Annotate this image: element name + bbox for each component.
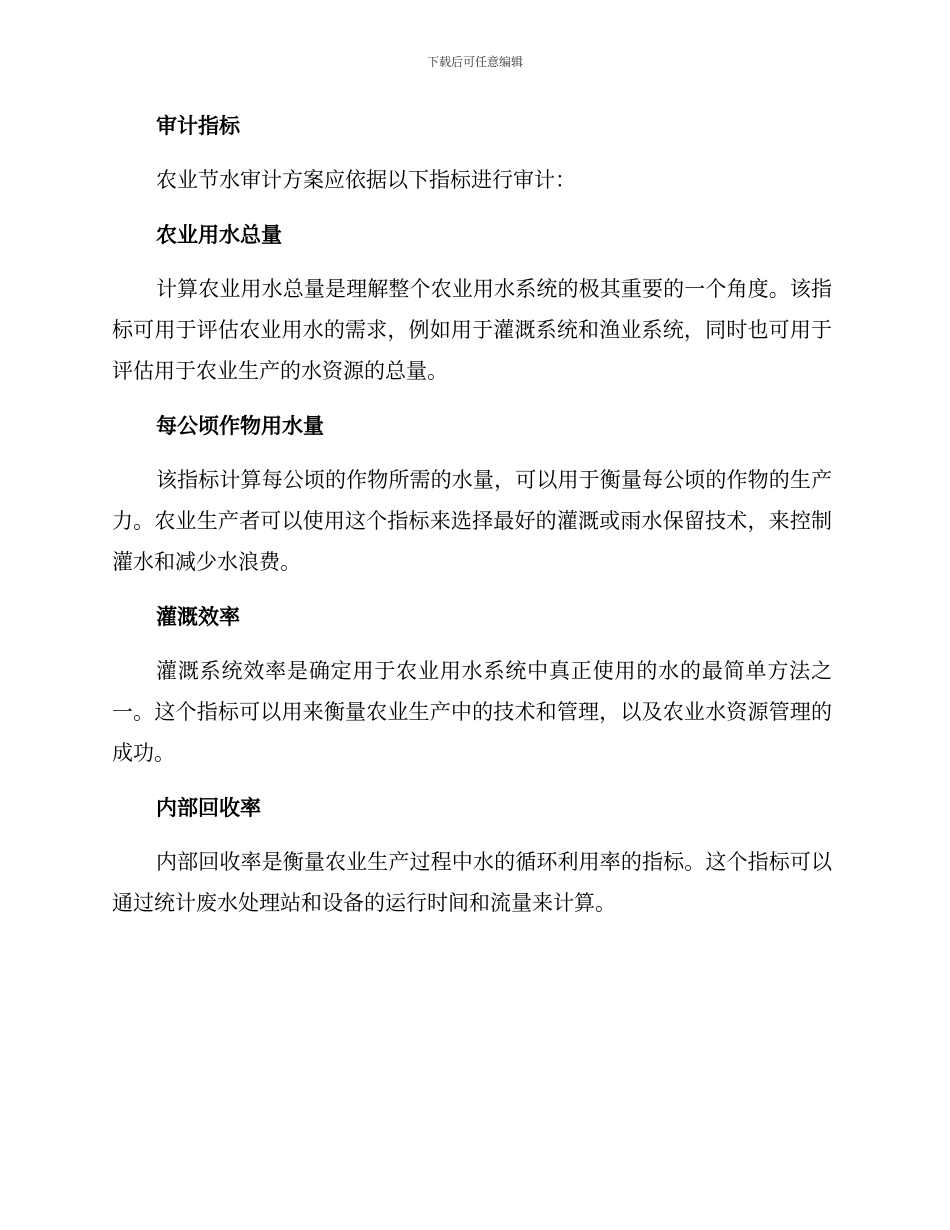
irrigation-efficiency-paragraph: 灌溉系统效率是确定用于农业用水系统中真正使用的水的最简单方法之一。这个指标可以用来衡量农业生产中的技术和管理，以及农业水资源管理的成功。: [112, 659, 832, 765]
total-water-use-paragraph: 计算农业用水总量是理解整个农业用水系统的极其重要的一个角度。该指标可用于评估农业用水的需求，例如用于灌溉系统和渔业系统，同时也可用于评估用于农业生产的水资源的总量。: [112, 277, 832, 383]
section-heading-internal-recycling-rate: 内部回收率: [156, 796, 261, 820]
document-body: [112, 105, 832, 937]
internal-recycling-rate-paragraph: 内部回收率是衡量农业生产过程中水的循环利用率的指标。这个指标可以通过统计废水处理站和设备的运行时间和流量来计算。: [112, 850, 832, 915]
section-heading-audit-indicators: 审计指标: [156, 114, 240, 138]
section-heading-irrigation-efficiency: 灌溉效率: [156, 605, 240, 629]
intro-paragraph: 农业节水审计方案应依据以下指标进行审计：: [156, 168, 576, 192]
section-heading-water-per-hectare: 每公顷作物用水量: [156, 414, 324, 438]
section-heading-total-water-use: 农业用水总量: [156, 223, 282, 247]
water-per-hectare-paragraph: 该指标计算每公顷的作物所需的水量，可以用于衡量每公顷的作物的生产力。农业生产者可以使用这个指标来选择最好的灌溉或雨水保留技术，来控制灌水和减少水浪费。: [112, 468, 832, 574]
page-header: 下载后可任意编辑: [426, 55, 523, 69]
